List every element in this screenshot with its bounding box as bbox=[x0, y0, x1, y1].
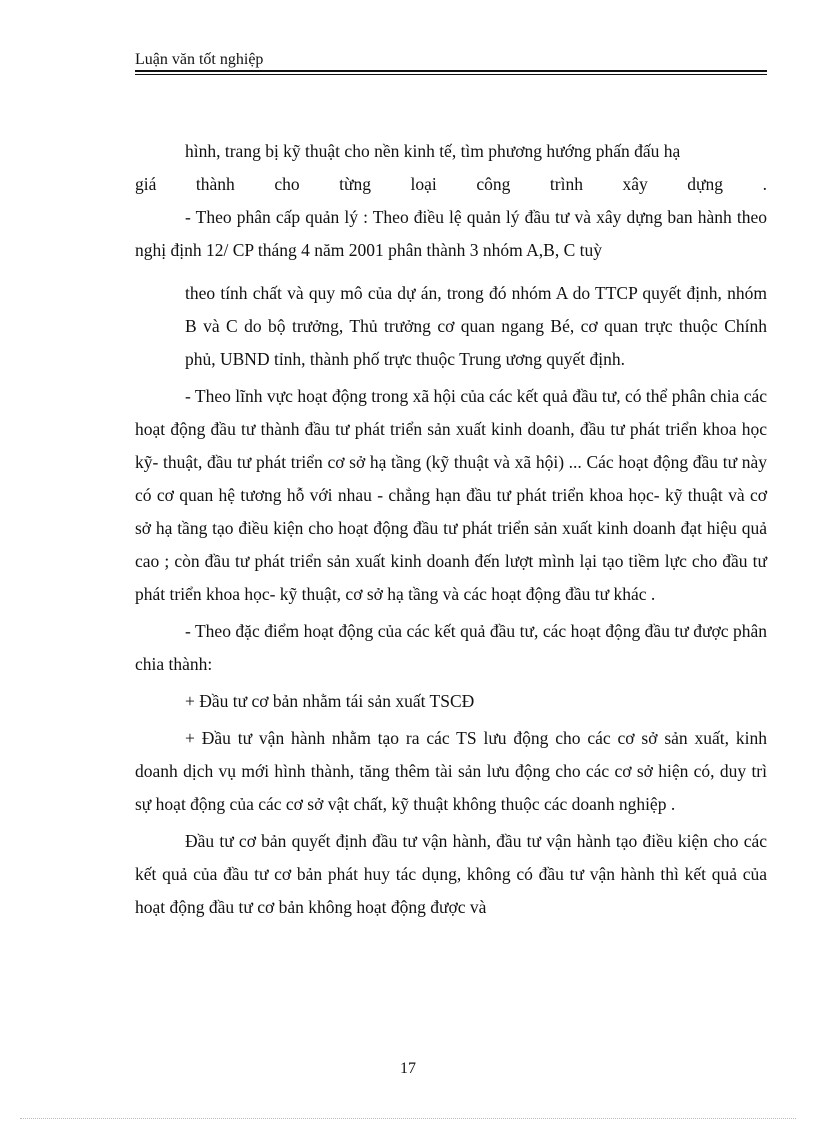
spread-word: trình bbox=[549, 174, 583, 194]
footer-rule bbox=[20, 1118, 796, 1119]
paragraph-conclusion: Đầu tư cơ bản quyết định đầu tư vận hành, đầu tư vận hành tạo điều kiện cho các kết quả của đầu tư cơ bản phát huy tác dụng, không có đầu tư vận hành thì kết quả của hoạt động đầu tư cơ bản không hoạt động được và bbox=[135, 831, 767, 917]
list-item-operational-investment: + Đầu tư vận hành nhằm tạo ra các TS lưu động cho các cơ sở sản xuất, kinh doanh dịch vụ mới hình thành, tăng thêm tài sản lưu động cho các cơ sở hiện có, duy trì sự hoạt động của các cơ sở vật chất, kỹ thuật không thuộc các doanh nghiệp . bbox=[135, 728, 767, 814]
page-body bbox=[135, 135, 767, 924]
paragraph-1-line-1: hình, trang bị kỹ thuật cho nền kinh tế, tìm phương hướng phấn đấu hạ bbox=[185, 141, 681, 161]
paragraph-classification-characteristics: - Theo đặc điểm hoạt động của các kết quả đầu tư, các hoạt động đầu tư được phân chia thành: bbox=[135, 621, 767, 674]
paragraph-classification-management: - Theo phân cấp quản lý : Theo điều lệ quản lý đầu tư và xây dựng ban hành theo nghị định 12/ CP tháng 4 năm 2001 phân thành 3 nhóm A,B, C tuỳ bbox=[135, 207, 767, 260]
paragraph-1-line-2 bbox=[135, 168, 767, 201]
header-rule bbox=[135, 70, 767, 75]
paragraph-classification-field: - Theo lĩnh vực hoạt động trong xã hội của các kết quả đầu tư, có thể phân chia các hoạt động đầu tư thành đầu tư phát triển sản xuất kinh doanh, đầu tư phát triển khoa học kỹ- thuật, đầu tư phát triển cơ sở hạ tầng (kỹ thuật và xã hội) ... Các hoạt động đầu tư này có cơ quan hệ tương hỗ với nhau - chẳng hạn đầu tư phát triển khoa học- kỹ thuật và cơ sở hạ tầng tạo điều kiện cho hoạt động đầu tư phát triển sản xuất kinh doanh đạt hiệu quả cao ; còn đầu tư phát triển sản xuất kinh doanh đến lượt mình lại tạo tiềm lực cho đầu tư phát triển khoa học- kỹ thuật, cơ sở hạ tầng và các hoạt động đầu tư khác . bbox=[135, 386, 767, 604]
spread-word: dựng bbox=[687, 174, 724, 194]
spread-word: cho bbox=[274, 174, 300, 194]
spread-word: xây bbox=[622, 174, 648, 194]
page-number: 17 bbox=[400, 1060, 416, 1077]
spread-word: loại bbox=[410, 174, 437, 194]
list-item-basic-investment: + Đầu tư cơ bản nhằm tái sản xuất TSCĐ bbox=[185, 691, 475, 711]
running-header: Luận văn tốt nghiệp bbox=[135, 51, 264, 68]
spread-word: công bbox=[476, 174, 511, 194]
paragraph-group-authority: theo tính chất và quy mô của dự án, trong đó nhóm A do TTCP quyết định, nhóm B và C do bộ trưởng, Thủ trưởng cơ quan ngang Bé, cơ quan trực thuộc Chính phủ, UBND tỉnh, thành phố trực thuộc Trung ương quyết định. bbox=[185, 283, 767, 369]
spread-word: từng bbox=[339, 174, 372, 194]
spread-word: giá bbox=[135, 174, 157, 194]
spread-word: . bbox=[762, 174, 767, 194]
spread-word: thành bbox=[195, 174, 235, 194]
